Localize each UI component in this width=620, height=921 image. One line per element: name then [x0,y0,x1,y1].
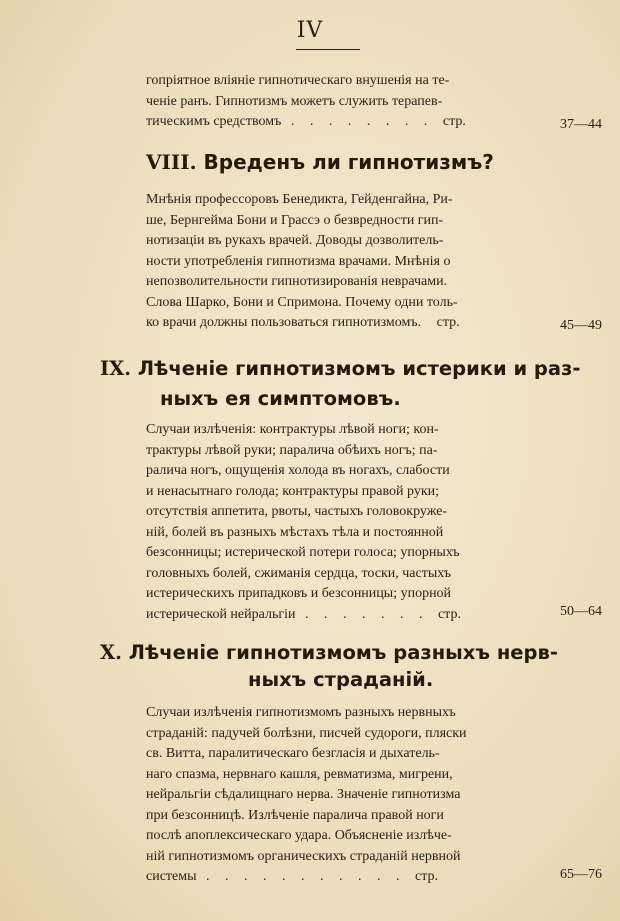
body-line: Случаи излѣченія гипнотизмомъ разныхъ нервныхъ [146,705,456,720]
page-abbrev: стр. [437,606,461,622]
leader-dots: . . . . . . . . . . . [206,869,406,884]
body-line: нейральгіи сѣдалищнаго нерва. Значеніе гипнотизма [146,787,461,802]
body-line: Мнѣнія профессоровъ Бенедикта, Гейденгайна, Ри- [146,192,453,207]
page-range: 45—49 [560,318,602,333]
body-line: ній, болей въ разныхъ мѣстахъ тѣла и постоянной [146,524,444,540]
section-viii-body [146,190,514,334]
body-line: Случаи излѣченія: контрактуры лѣвой ноги; кон- [146,422,439,437]
body-line: системы [146,869,197,884]
body-line: истерической нейральгіи [146,606,296,622]
body-line: ности употребленія гипнотизма врачами. Мнѣнія о [146,253,451,269]
page-abbrev: стр. [436,315,460,330]
section-title: Вреденъ ли гипнотизмъ? [203,150,494,174]
body-last-line [146,112,514,133]
section-number: X. [100,641,122,664]
page-abbrev: стр. [442,114,466,129]
page-number: IV [296,18,324,43]
page-range: 50—64 [560,604,602,619]
section-ix-body [146,420,514,625]
section-vii-body [146,71,514,133]
page-range: 37—44 [560,117,602,132]
header-rule [296,49,360,50]
body-line: отсутствія аппетита, рвоты, частыхъ головокруже- [146,504,448,519]
body-last-line [146,605,514,626]
section-number: VIII. [146,150,197,174]
section-heading-x-cont: ныхъ страданій. [248,668,434,691]
section-heading-ix-cont: ныхъ ея симптомовъ. [160,387,401,410]
body-line: ше, Бернгейма Бони и Грассэ о безвредности гип- [146,212,444,228]
body-line: безсонницы; истерической потери голоса; упорныхъ [146,545,460,560]
body-line: Слова Шарко, Бони и Спримона. Почему одни толь- [146,294,458,310]
leader-dots: . . . . . . . [304,606,429,622]
body-line: непозволительности гипнотизированія неврачами. [146,274,448,289]
body-line: страданій: падучей болѣзни, писчей судороги, пляски [146,725,467,741]
body-line: ралича ногъ, ощущенія холода въ ногахъ, слабости [146,463,450,478]
body-line: головныхъ болей, сжиманія сердца, тоски, частыхъ [146,565,451,581]
leader-dots: . . . . . . . . [290,114,434,129]
body-line: ченіе ранъ. Гипнотизмъ можетъ служить терапев- [146,93,443,109]
body-line: нотизаціи въ рукахъ врачей. Доводы дозволитель- [146,233,444,248]
section-heading-viii [146,147,494,177]
page-abbrev: стр. [415,869,439,884]
body-line: истерическихъ припадковъ и безсонницы; упорной [146,586,452,601]
body-line: при безсонницѣ. Излѣченіе паралича правой ноги [146,807,444,823]
section-heading-x [100,638,558,668]
body-line: и ненасытнаго голода; контрактуры правой руки; [146,483,440,499]
body-line: гопріятное вліяніе гипнотическаго внушенія на те- [146,73,450,88]
body-line: наго спазма, нервнаго кашля, ревматизма, мигрени, [146,766,453,782]
body-line: трактуры лѣвой руки; паралича обѣихъ ногъ; па- [146,442,438,458]
page-range: 65—76 [560,867,602,882]
section-title: Лѣченіе гипнотизмомъ истерики и раз- [137,357,581,380]
body-last-line [146,313,514,334]
body-line: св. Витта, паралитическаго безгласія и дыхатель- [146,746,440,761]
section-heading-ix [100,354,580,384]
body-line: послѣ апоплексическаго удара. Объясненіе излѣче- [146,828,452,843]
leader-dots [425,315,437,330]
body-last-line [146,867,514,888]
section-title: Лѣченіе гипнотизмомъ разныхъ нерв- [128,641,558,664]
section-x-body [146,703,514,888]
section-number: IX. [100,357,132,380]
body-line: ко врачи должны пользоваться гипнотизмомъ. [146,315,422,330]
body-line: тическимъ средствомъ [146,114,282,129]
body-line: ній гипнотизмомъ органическихъ страданій нервной [146,848,461,864]
